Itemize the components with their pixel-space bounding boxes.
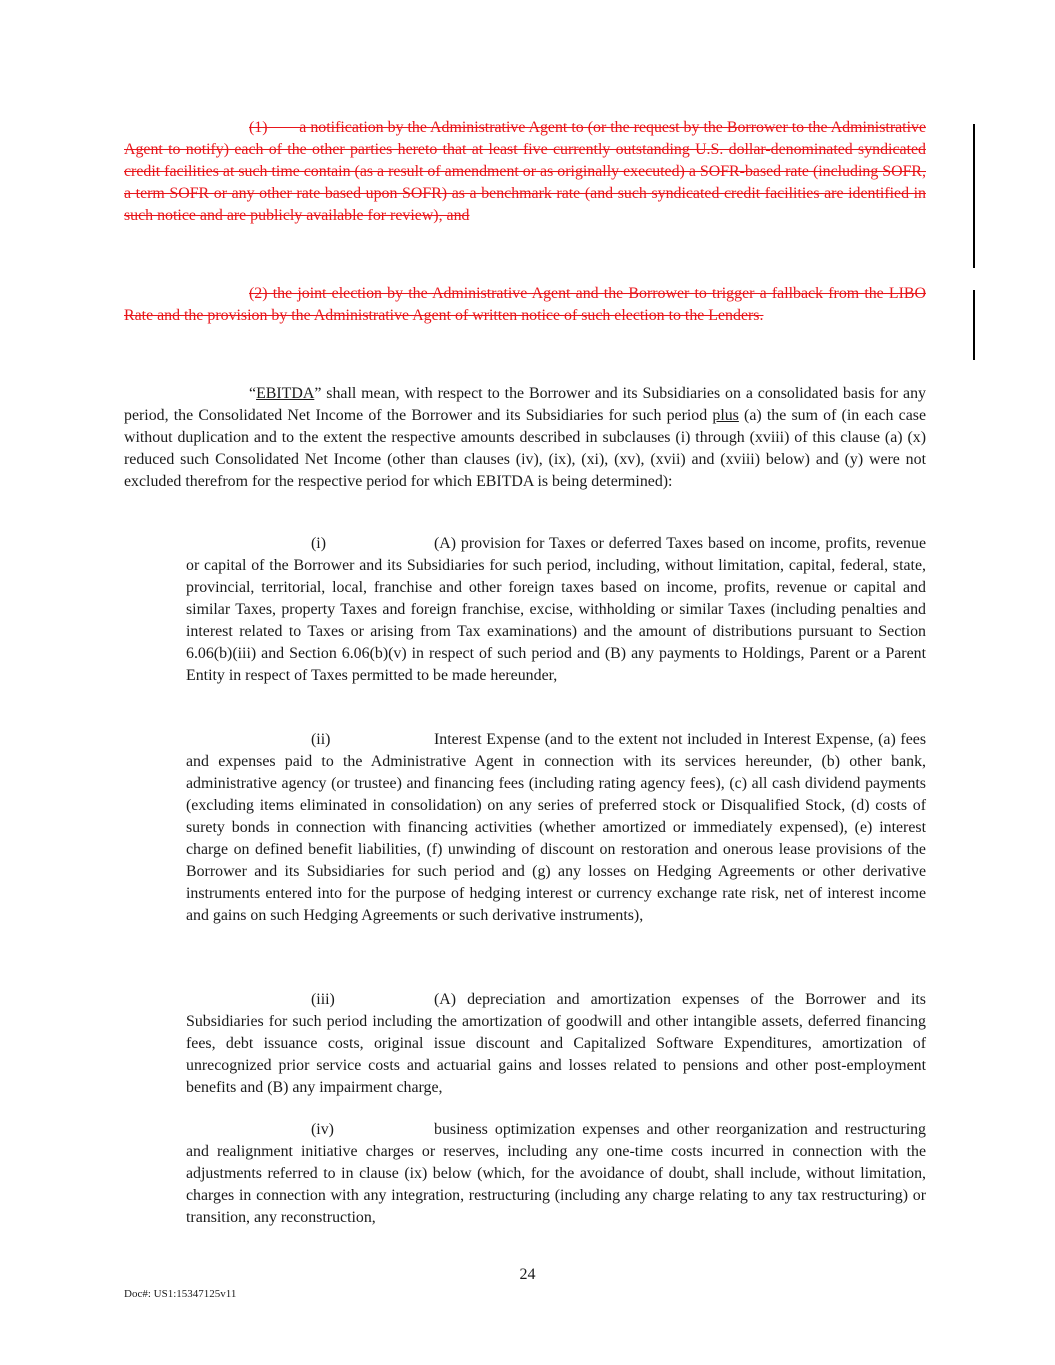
struck-paragraph-2-text: (2) the joint election by the Administrative Agent and the Borrower to trigger a fallback from the LIBO Rate and the provision by the Administrative Agent of written notice of such election to the Lenders. xyxy=(124,285,926,324)
struck-paragraph-2 xyxy=(124,283,926,327)
clause-i-number: (i) xyxy=(311,535,326,552)
clause-i-text: (A) provision for Taxes or deferred Taxes based on income, profits, revenue or capital of the Borrower and its Subsidiaries for such period, including, without limitation, capital, federal, state, provincial, territorial, local, franchise and other foreign taxes based on income, profits, revenue or capital and similar Taxes, property Taxes and foreign franchise, excise, withholding or similar Taxes (including penalties and interest related to Taxes or arising from Tax examinations) and the amount of distributions pursuant to Section 6.06(b)(iii) and Section 6.06(b)(v) in respect of such period and (B) any payments to Holdings, Parent or a Parent Entity in respect of Taxes permitted to be made hereunder, xyxy=(186,535,926,684)
ebitda-text-a: ” shall mean, with respect to the Borrower and its Subsidiaries on a consolidated basis for any period, the Consolidated Net Income of the Borrower and its Subsidiaries for such period xyxy=(124,385,926,424)
struck-paragraph-1 xyxy=(124,117,926,227)
change-bar-1 xyxy=(973,124,975,268)
ebitda-plus: plus xyxy=(712,407,739,424)
document-id: Doc#: US1:15347125v11 xyxy=(124,1288,237,1300)
clause-iv-text: business optimization expenses and other reorganization and restructuring and realignment initiative charges or reserves, including any one-time costs incurred in connection with the adjustments referred to in clause (ix) below (which, for the avoidance of doubt, shall include, without limitation, charges in connection with any integration, restructuring (including any charge relating to any tax restructuring) or transition, any reconstruction, xyxy=(186,1121,926,1226)
ebitda-text-b: (a) the sum of (in each case without duplication and to the extent the respective amounts described in subclauses (i) through (xviii) of this clause (a) (x) reduced such Consolidated Net Income (other than clauses (iv), (ix), (xi), (xv), (xvii) and (xviii) below) and (y) were not excluded therefrom for the respective period for which EBITDA is being determined): xyxy=(124,407,926,490)
clause-iii xyxy=(186,989,926,1099)
clause-iii-text: (A) depreciation and amortization expenses of the Borrower and its Subsidiaries for such period including the amortization of goodwill and other intangible assets, deferred financing fees, debt issuance costs, original issue discount and Capitalized Software Expenditures, amortization of unrecognized prior service costs and actuarial gains and losses related to pensions and other post-employment benefits and (B) any impairment charge, xyxy=(186,991,926,1096)
change-bar-2 xyxy=(973,290,975,360)
ebitda-term: EBITDA xyxy=(256,385,315,402)
page-number: 24 xyxy=(519,1266,536,1283)
struck-paragraph-1-text: (1) a notification by the Administrative Agent to (or the request by the Borrower to the Administrative Agent to notify) each of the other parties hereto that at least five currently outstanding U.S. dollar-denominated syndicated credit facilities at such time contain (as a result of amendment or as originally executed) a SOFR-based rate (including SOFR, a term SOFR or any other rate based upon SOFR) as a benchmark rate (and such syndicated credit facilities are identified in such notice and are publicly available for review), and xyxy=(124,119,926,224)
clause-ii-number: (ii) xyxy=(311,731,331,748)
clause-ii-text: Interest Expense (and to the extent not included in Interest Expense, (a) fees and expenses paid to the Administrative Agent in connection with its services hereunder, (b) other bank, administrative agency (or trustee) and financing fees (including rating agency fees), (c) all cash dividend payments (excluding items eliminated in consolidation) on any series of preferred stock or Disqualified Stock, (d) costs of surety bonds in connection with financing activities (whether amortized or immediately expensed), (e) interest charge on defined benefit liabilities, (f) unwinding of discount on restoration and onerous lease provisions of the Borrower and its Subsidiaries for such period and (g) any losses on Hedging Agreements or other derivative instruments entered into for the purpose of hedging interest or currency exchange rate risk, net of interest income and gains on such Hedging Agreements or such derivative instruments), xyxy=(186,731,926,924)
ebitda-definition xyxy=(124,383,926,493)
clause-iii-number: (iii) xyxy=(311,991,335,1008)
clause-i xyxy=(186,533,926,687)
clause-iv-number: (iv) xyxy=(311,1121,334,1138)
ebitda-open-quote: “ xyxy=(249,385,257,402)
clause-ii xyxy=(186,729,926,927)
clause-iv xyxy=(186,1119,926,1229)
